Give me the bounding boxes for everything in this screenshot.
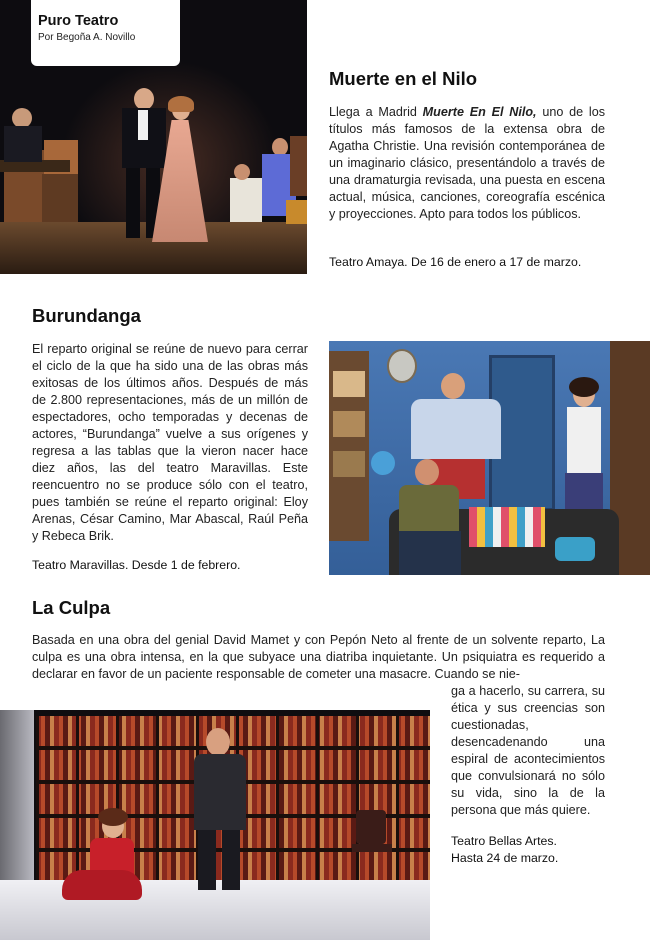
venue-line-2: Hasta 24 de marzo. <box>451 851 559 865</box>
article-title-la-culpa: La Culpa <box>32 597 111 618</box>
article-body-muerte-en-el-nilo <box>329 104 605 223</box>
body-rest: uno de los títulos más famosos de la extensa obra de Agatha Christie. Una revisión contemporánea de un imaginario clásico, presentándolo a través de una dramaturgia revisada, una puesta en escena actual, música, canciones, coreografía escénica y proyecciones. Apto para todos los públicos. <box>329 105 606 221</box>
venue-la-culpa <box>451 833 558 867</box>
section-header <box>31 0 180 66</box>
play-name-italic: Muerte En El Nilo, <box>422 105 537 119</box>
byline: Por Begoña A. Novillo <box>38 32 136 43</box>
venue-line-1: Teatro Bellas Artes. <box>451 834 557 848</box>
article-body-burundanga: El reparto original se reúne de nuevo para cerrar el ciclo de la que ha sido una de las obras más exitosas de los últimos años. Después de más de 2.800 representaciones, más de un millón de espectadores, ocho temporadas y decenas de actores, “Burundanga” vuelve a sus orígenes y regresa a las tablas que la vieron nacer hace diez años, las del teatro Maravillas. Este reencuentro no se produce sólo con el teatro, pues también se reúne el reparto original: Eloy Arenas, César Camino, Mar Abascal, Raúl Peña y Rebeca Brik. <box>32 342 308 543</box>
photo-burundanga <box>329 341 650 575</box>
article-title-burundanga: Burundanga <box>32 305 141 326</box>
photo-la-culpa <box>0 710 430 940</box>
body-lead: Llega a Madrid <box>329 105 423 119</box>
article-body-la-culpa-column: ga a hacerlo, su carrera, su ética y sus creencias son cuestionadas, desencadenando una espiral de acontecimientos que convulsionará no sólo su vida, sino la de la persona que más quiere. <box>451 684 605 817</box>
article-body-la-culpa: Basada en una obra del genial David Mamet y con Pepón Neto al frente de un solvente reparto, La culpa es una obra intensa, en la que subyace una diatriba inquietante. Un psiquiatra es requerido a declarar en favor de un paciente responsable de cometer una masacre. Cuando se nie- <box>32 633 605 681</box>
venue-muerte-en-el-nilo: Teatro Amaya. De 16 de enero a 17 de marzo. <box>329 255 582 269</box>
article-title-muerte-en-el-nilo: Muerte en el Nilo <box>329 68 478 89</box>
venue-burundanga: Teatro Maravillas. Desde 1 de febrero. <box>32 558 241 572</box>
section-title: Puro Teatro <box>38 13 119 29</box>
